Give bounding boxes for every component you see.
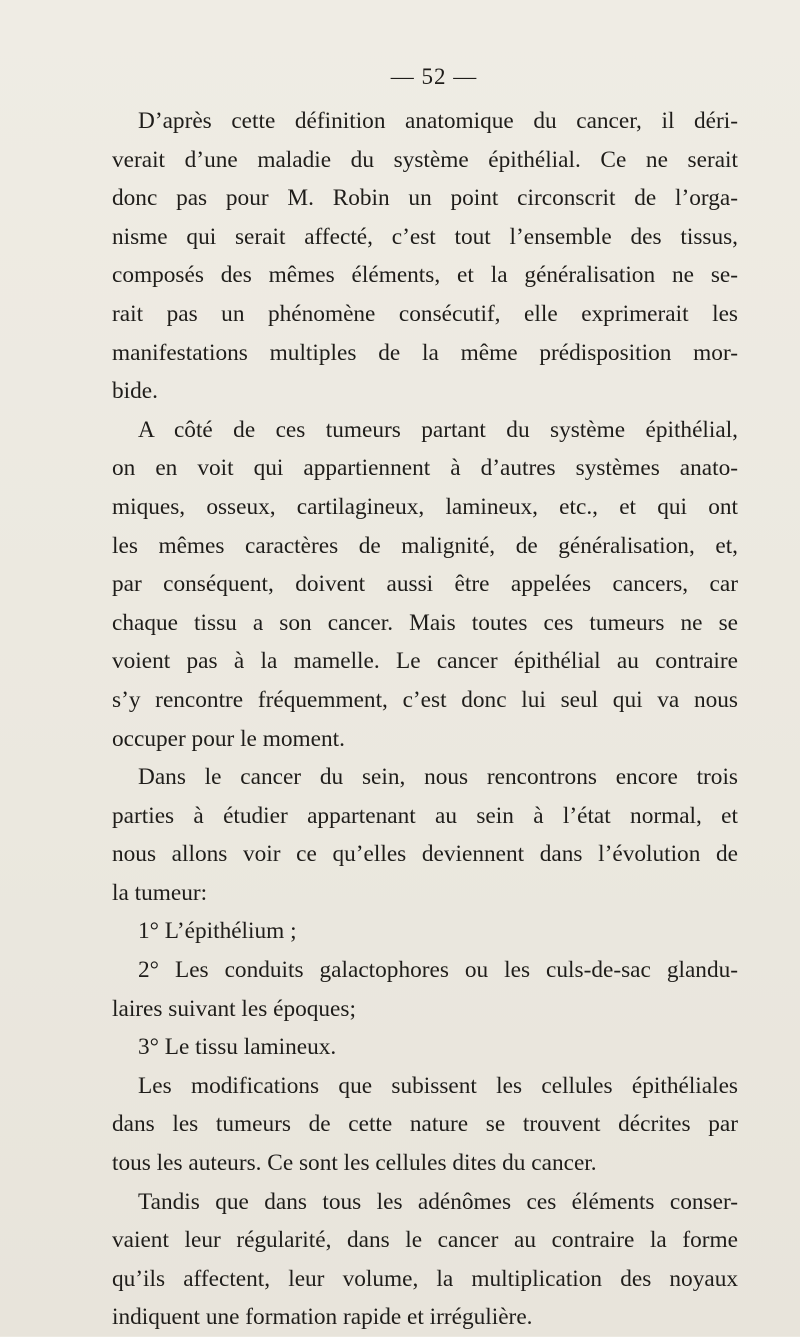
- text-line: manifestations multiples de la même prédisposition mor-: [112, 339, 738, 366]
- text-line: laires suivant les époques;: [112, 995, 356, 1022]
- text-line: dans les tumeurs de cette nature se trouvent décrites par: [112, 1111, 738, 1138]
- text-line: verait d’une maladie du système épithélial. Ce ne serait: [112, 146, 738, 173]
- text-line: chaque tissu a son cancer. Mais toutes ces tumeurs ne se: [112, 609, 738, 636]
- text-line: parties à étudier appartenant au sein à l’état normal, et: [112, 802, 738, 829]
- text-line: rait pas un phénomène consécutif, elle exprimerait les: [112, 300, 738, 327]
- text-line: par conséquent, doivent aussi être appelées cancers, car: [112, 571, 738, 598]
- text-line: on en voit qui appartiennent à d’autres systèmes anato-: [112, 455, 738, 482]
- text-line: tous les auteurs. Ce sont les cellules dites du cancer.: [112, 1150, 597, 1177]
- text-line: occuper pour le moment.: [112, 725, 345, 752]
- text-line: 2° Les conduits galactophores ou les culs-de-sac glandu-: [138, 957, 738, 984]
- text-line: Tandis que dans tous les adénômes ces éléments conser-: [138, 1188, 738, 1215]
- text-line: miques, osseux, cartilagineux, lamineux, etc., et qui ont: [112, 493, 738, 520]
- text-line: vaient leur régularité, dans le cancer au contraire la forme: [112, 1227, 738, 1254]
- text-line: D’après cette définition anatomique du cancer, il déri-: [138, 108, 738, 134]
- text-line: A côté de ces tumeurs partant du système épithélial,: [138, 416, 738, 443]
- text-line: qu’ils affectent, leur volume, la multiplication des noyaux: [112, 1265, 738, 1292]
- text-line: 1° L’épithélium ;: [138, 918, 297, 945]
- text-line: voient pas à la mamelle. Le cancer épithélial au contraire: [112, 648, 738, 675]
- page-number: — 52 —: [390, 64, 478, 89]
- text-line: bide.: [112, 378, 158, 405]
- text-line: les mêmes caractères de malignité, de généralisation, et,: [112, 532, 738, 559]
- text-line: indiquent une formation rapide et irrégulière.: [112, 1304, 533, 1331]
- text-line: Dans le cancer du sein, nous rencontrons encore trois: [138, 764, 738, 791]
- text-line: s’y rencontre fréquemment, c’est donc lui seul qui va nous: [112, 686, 738, 713]
- text-line: la tumeur:: [112, 879, 208, 906]
- text-line: donc pas pour M. Robin un point circonscrit de l’orga-: [112, 185, 738, 212]
- text-line: nisme qui serait affecté, c’est tout l’ensemble des tissus,: [112, 223, 738, 250]
- body-text: [112, 102, 738, 1337]
- text-line: 3° Le tissu lamineux.: [138, 1034, 337, 1061]
- text-line: Les modifications que subissent les cellules épithéliales: [138, 1072, 738, 1099]
- text-line: nous allons voir ce qu’elles deviennent dans l’évolution de: [112, 841, 738, 868]
- text-line: composés des mêmes éléments, et la généralisation ne se-: [112, 262, 738, 289]
